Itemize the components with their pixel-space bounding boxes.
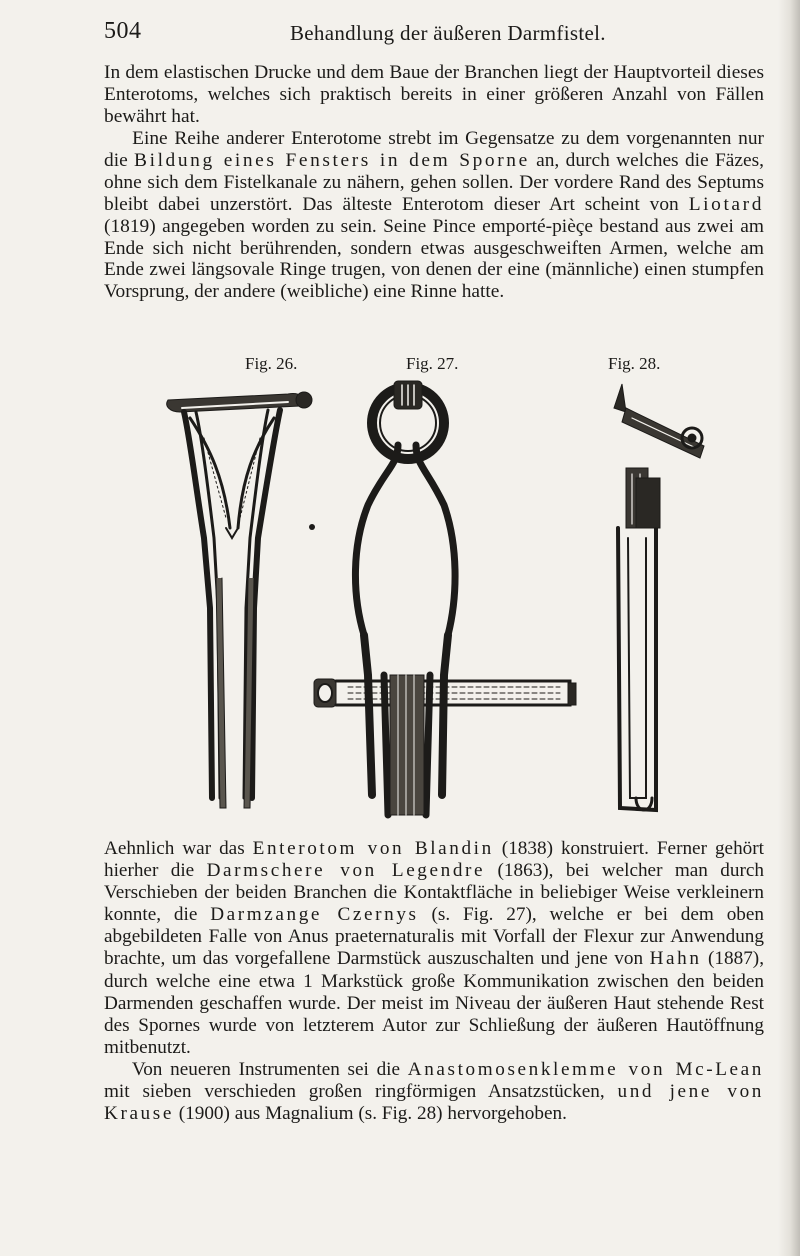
p3-spaced-4: Hahn [649, 948, 702, 970]
p3-spaced-1: Enterotom von Blandin [252, 838, 494, 859]
p4-text-2: mit sieben verschieden großen ringförmigen Ansatzstücken, [104, 1081, 618, 1103]
running-header [104, 18, 764, 52]
p3-spaced-3: Darmzange Czernys [210, 904, 419, 926]
p3-spaced-2: Darmschere von Legendre [206, 860, 486, 882]
p4-spaced-1: Anastomosenklemme von Mc-Lean [407, 1058, 764, 1080]
p4-text-1: Von neueren Instrumenten sei die [131, 1058, 408, 1080]
paragraph-1-text: In dem elastischen Drucke und dem Baue der Branchen liegt der Hauptvorteil dieses Enterotoms, welches sich praktisch bereits in einer größeren Anzahl von Fällen bewährt hat. [104, 62, 764, 127]
p2-text-1: Eine Reihe anderer Enterotome strebt im Gegensatze zu dem vorgenannten nur die [104, 128, 764, 171]
p4-text-3: (1900) aus Magnalium (s. Fig. 28) hervorgehoben. [173, 1103, 567, 1125]
paragraph-2 [104, 128, 764, 303]
p2-spaced-2: Liotard [688, 193, 764, 215]
running-title: Behandlung der äußeren Darmfistel. [290, 21, 606, 45]
p4-spaced-2: und jene von Krause [104, 1081, 764, 1125]
p3-text-5: (1887), durch welche eine etwa 1 Markstück große Kommunikation zwischen den beiden Darmenden geschaffen wurde. Der meist im Niveau der äußeren Haut stehende Rest des Spornes wurde von letzterem Autor zur Schließung der äußeren Hautöffnung mitbenutzt. [104, 948, 764, 1058]
figure-27-caption: Fig. 27. [406, 354, 459, 373]
paragraph-3 [104, 838, 764, 1125]
figure-28-caption: Fig. 28. [608, 354, 661, 373]
p2-spaced-1: Bildung eines Fensters in dem Sporne [134, 149, 530, 171]
figure-26-caption: Fig. 26. [245, 354, 298, 373]
page-number: 504 [104, 18, 142, 44]
page-edge-shadow [778, 0, 800, 1256]
p3-text-3: (1863), bei welcher man durch Verschieben der beiden Branchen die Kontaktfläche in beliebiger Weise verkleinern konnte, die [104, 860, 764, 926]
p2-text-2: an, durch welches die Fäzes, ohne sich dem Fistelkanale zu nähern, gehen sollen. Der vordere Rand des Septums bleibt dabei unzerstört. Das älteste Enterotom dieser Art scheint von [104, 149, 764, 215]
p3-text-4: (s. Fig. 27), welche er bei dem oben abgebildeten Falle von Anus praeternaturalis mit Vorfall der Flexur zur Anwendung brachte, um das vorgefallene Darmstück auszuschalten und jene von [104, 904, 765, 970]
p3-text-1: Aehnlich war das [104, 838, 253, 859]
figure-26-enterotome-drawing [160, 378, 320, 828]
figure-27-clamp-drawing [308, 375, 608, 835]
p2-text-3: (1819) angegeben worden zu sein. Seine Pince emporté-pièçe bestand aus zwei am Ende sich nicht berührenden, sondern etwas ausgeschweiften Armen, welche am Ende zwei längsovale Ringe trugen, von denen der eine (männliche) einen stumpfen Vorsprung, der andere (weibliche) eine Rinne hatte. [104, 215, 764, 303]
p3-text-2: (1838) konstruiert. Ferner gehört hierher die [104, 838, 764, 882]
figure-28-clamp-drawing [596, 378, 716, 828]
paragraph-1 [104, 62, 764, 128]
